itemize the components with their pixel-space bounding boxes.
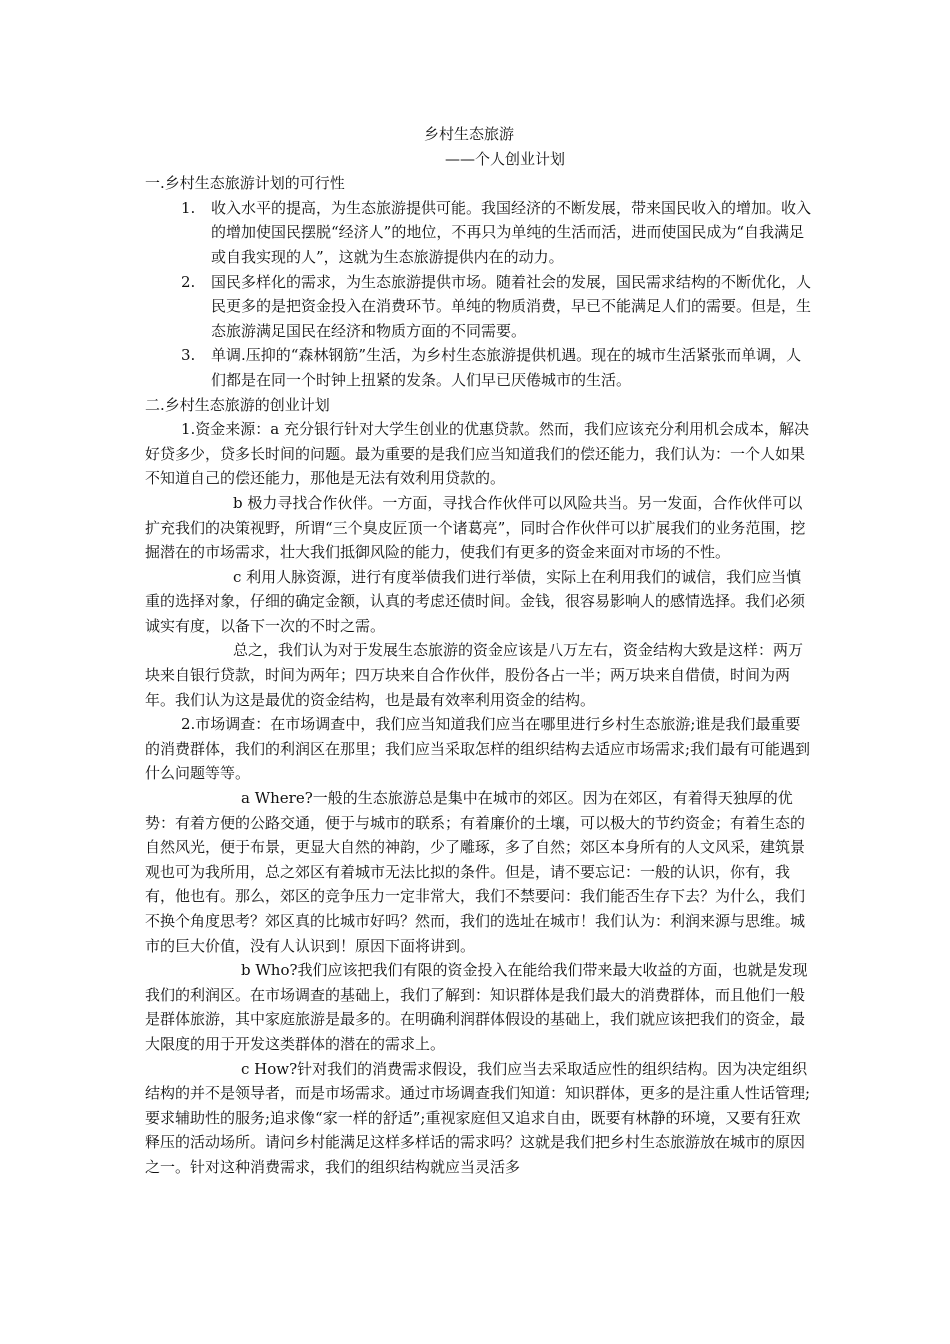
list-item-text: 收入水平的提高，为生态旅游提供可能。我国经济的不断发展，带来国民收入的增加。收入的增加使国民摆脱“经济人”的地位，不再只为单纯的生活而活，进而使国民成为“自我满足或自我实现的人”，这就为生态旅游提供内在的动力。 [211, 198, 812, 266]
document-title: 乡村生态旅游 [423, 125, 514, 143]
document-page [145, 122, 813, 1180]
paragraph-where: a Where?一般的生态旅游总是集中在城市的郊区。因为在郊区，有着得天独厚的优势：有着方便的公路交通，便于与城市的联系；有着廉价的土壤，可以极大的节约资金；有着生态的自然风光，便于布景，更显大自然的神韵，少了雕琢，多了自然；郊区本身所有的人文风采，建筑景观也可为我所用，总之郊区有着城市无法比拟的条件。但是，请不要忘记：一般的认识，你有，我有，他也有。那么，郊区的竞争压力一定非常大，我们不禁要问：我们能否生存下去？为什么，我们不换个角度思考？郊区真的比城市好吗？然而，我们的选址在城市！我们认为：利润来源与思维。城市的巨大价值，没有人认识到！原因下面将讲到。 [145, 789, 806, 955]
list-item [145, 270, 813, 344]
paragraph-funding-summary: 总之，我们认为对于发展生态旅游的资金应该是八万左右，资金结构大致是这样：两万块来自银行贷款，时间为两年；四万块来自合作伙伴，股份各占一半；两万块来自借债，时间为两年。我们认为这是最优的资金结构，也是最有效率利用资金的结构。 [145, 641, 804, 709]
feasibility-list [145, 196, 813, 393]
paragraph-funding-c: c 利用人脉资源，进行有度举债我们进行举债，实际上在利用我们的诚信，我们应当慎重的选择对象，仔细的确定金额，认真的考虑还债时间。金钱，很容易影响人的感情选择。我们必须诚实有度，以备下一次的不时之需。 [145, 567, 806, 635]
document-subtitle: ——个人创业计划 [445, 149, 566, 168]
list-item-number: 3. [181, 346, 196, 365]
list-item-text: 单调.压抑的“森林钢筋”生活，为乡村生态旅游提供机遇。现在的城市生活紧张而单调，人们都是在同一个时钟上扭紧的发条。人们早已厌倦城市的生活。 [211, 346, 802, 389]
paragraph-market-research: 2.市场调查：在市场调查中，我们应当知道我们应当在哪里进行乡村生态旅游;谁是我们最重要的消费群体，我们的利润区在那里；我们应当采取怎样的组织结构去适应市场需求;我们最有可能遇到什么问题等等。 [145, 715, 811, 783]
paragraph-how: c How?针对我们的消费需求假设，我们应当去采取适应性的组织结构。因为决定组织结构的并不是领导者，而是市场需求。通过市场调查我们知道：知识群体，更多的是注重人性话管理;要求辅助性的服务;追求像“家一样的舒适”;重视家庭但又追求自由，既要有林静的环境，又要有狂欢释压的活动场所。请问乡村能满足这样多样话的需求吗？这就是我们把乡村生态旅游放在城市的原因之一。针对这种消费需求，我们的组织结构就应当灵活多 [145, 1059, 811, 1176]
list-item-number: 1. [181, 198, 196, 217]
paragraph-funding-a: 1.资金来源：a 充分银行针对大学生创业的优惠贷款。然而，我们应该充分利用机会成本，解决好贷多少，贷多长时间的问题。最为重要的是我们应当知道我们的偿还能力，我们认为：一个人如果不知道自己的偿还能力，那他是无法有效利用贷款的。 [145, 420, 810, 488]
paragraph-who: b Who?我们应该把我们有限的资金投入在能给我们带来最大收益的方面，也就是发现我们的利润区。在市场调查的基础上，我们了解到：知识群体是我们最大的消费群体，而且他们一般是群体旅游，其中家庭旅游是最多的。在明确利润群体假设的基础上，我们就应该把我们的资金，最大限度的用于开发这类群体的潜在的需求上。 [145, 961, 808, 1053]
list-item-number: 2. [181, 272, 196, 291]
section-heading-business-plan: 二.乡村生态旅游的创业计划 [145, 395, 330, 414]
list-item [145, 343, 813, 392]
paragraph-funding-b: b 极力寻找合作伙伴。一方面，寻找合作伙伴可以风险共当。另一发面，合作伙伴可以扩充我们的决策视野，所谓“三个臭皮匠顶一个诸葛亮”，同时合作伙伴可以扩展我们的业务范围，挖掘潜在的市场需求，壮大我们抵御风险的能力，使我们有更多的资金来面对市场的不性。 [145, 493, 806, 562]
list-item [145, 196, 813, 270]
list-item-text: 国民多样化的需求，为生态旅游提供市场。随着社会的发展，国民需求结构的不断优化，人民更多的是把资金投入在消费环节。单纯的物质消费，早已不能满足人们的需要。但是，生态旅游满足国民在经济和物质方面的不同需要。 [211, 272, 812, 340]
section-heading-feasibility: 一.乡村生态旅游计划的可行性 [145, 174, 345, 193]
